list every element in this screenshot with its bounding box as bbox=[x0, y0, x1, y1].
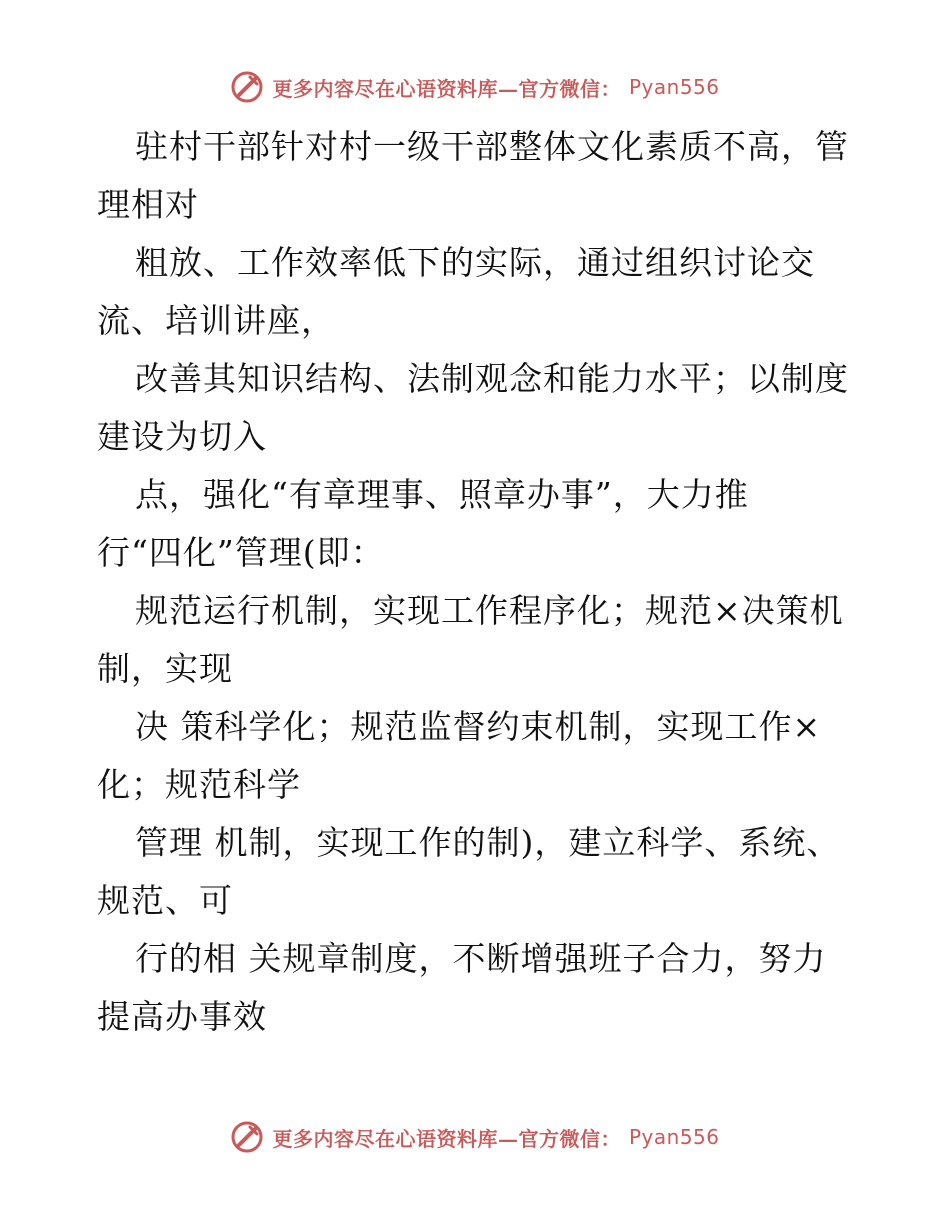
header-watermark bbox=[0, 70, 950, 104]
body-line: 行“四化”管理(即： bbox=[97, 533, 385, 572]
body-line: 驻村干部针对村一级干部整体文化素质不高，管 bbox=[135, 127, 849, 166]
body-line: 化；规范科学 bbox=[97, 765, 301, 804]
watermark-handle: Pyan556 bbox=[628, 1125, 720, 1149]
body-line: 规范运行机制，实现工作程序化；规范×决策机 bbox=[135, 591, 844, 630]
watermark-text: 更多内容尽在心语资料库—官方微信： bbox=[272, 1126, 621, 1151]
body-line: 改善其知识结构、法制观念和能力水平；以制度 bbox=[135, 359, 849, 398]
body-line: 粗放、工作效率低下的实际，通过组织讨论交 bbox=[135, 243, 815, 282]
logo-icon bbox=[230, 70, 264, 104]
body-line: 制，实现 bbox=[97, 649, 233, 688]
document-body bbox=[97, 118, 857, 1046]
body-line: 点，强化“有章理事、照章办事”，大力推 bbox=[135, 475, 749, 514]
logo-icon bbox=[230, 1120, 264, 1154]
body-line: 行的相 关规章制度，不断增强班子合力，努力 bbox=[135, 939, 827, 978]
watermark-text: 更多内容尽在心语资料库—官方微信： bbox=[272, 76, 621, 101]
footer-watermark bbox=[0, 1120, 950, 1154]
body-line: 决 策科学化；规范监督约束机制，实现工作× bbox=[135, 707, 822, 746]
body-line: 建设为切入 bbox=[97, 417, 267, 456]
body-line: 流、培训讲座， bbox=[97, 301, 335, 340]
body-line: 管理 机制，实现工作的制)，建立科学、系统、 bbox=[135, 823, 841, 862]
body-line: 理相对 bbox=[97, 185, 199, 224]
watermark-handle: Pyan556 bbox=[628, 75, 720, 99]
body-line: 提高办事效 bbox=[97, 997, 267, 1036]
body-line: 规范、可 bbox=[97, 881, 233, 920]
